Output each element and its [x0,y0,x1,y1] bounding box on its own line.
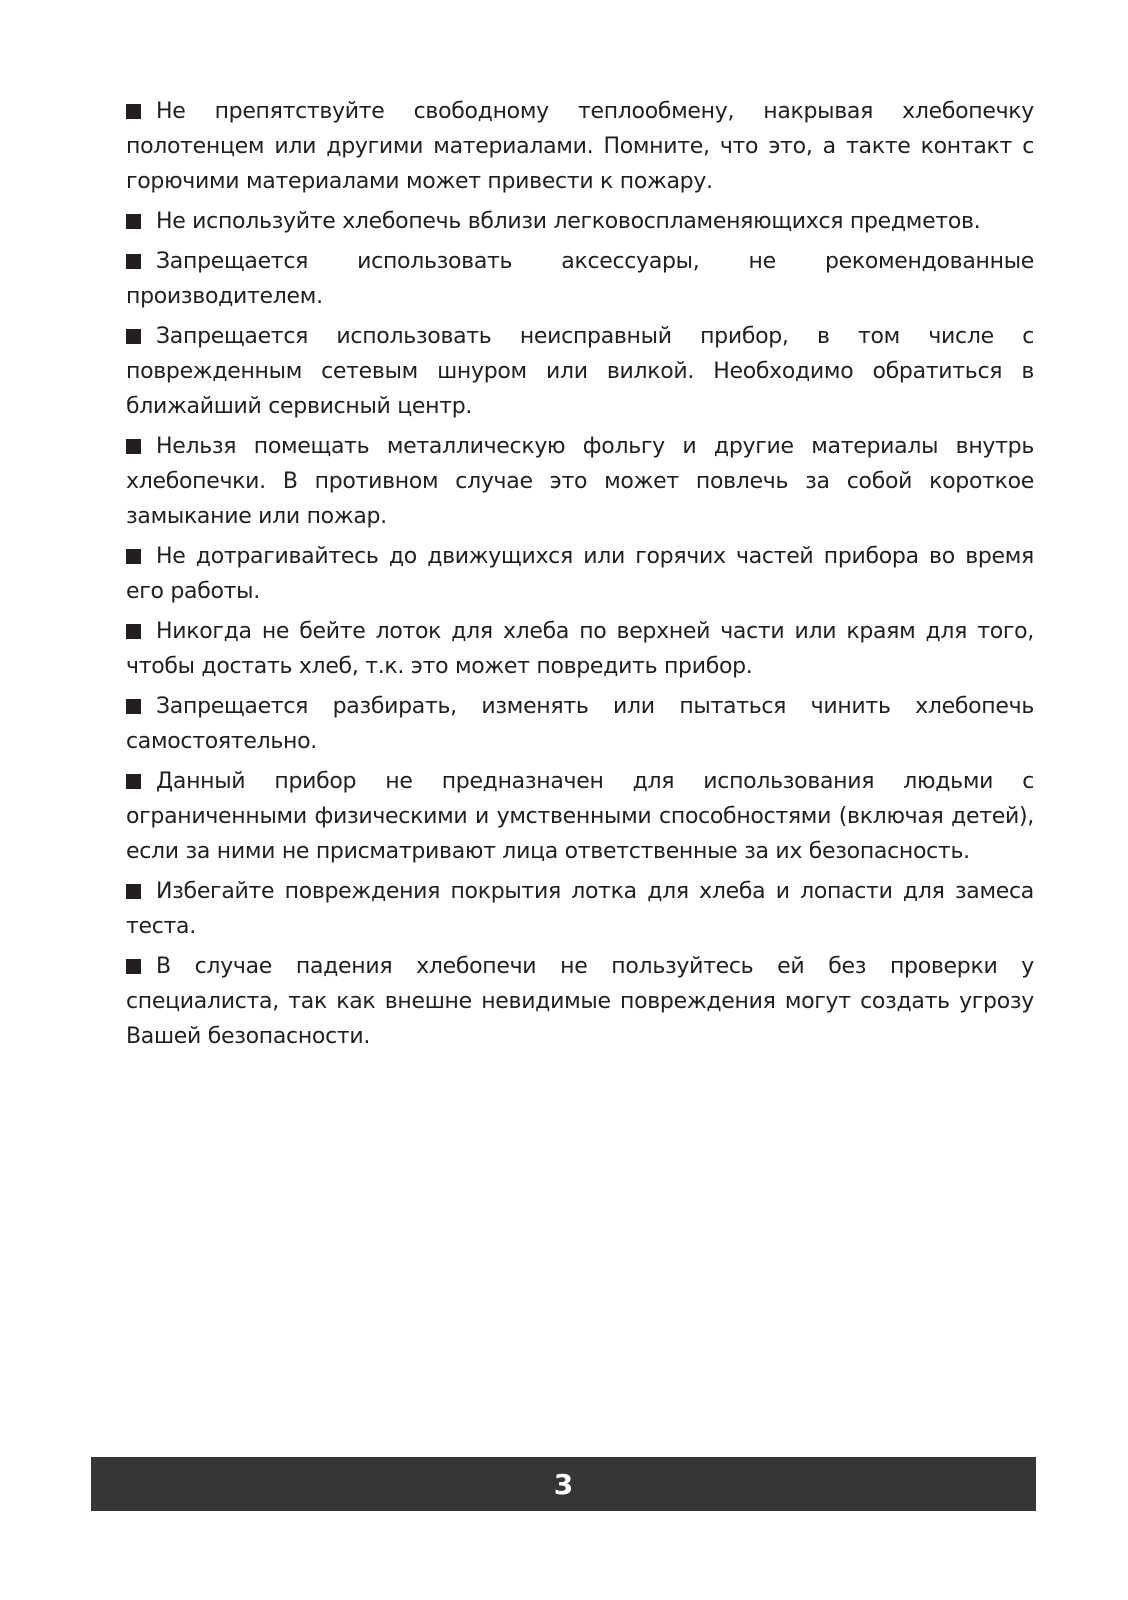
square-bullet-icon [126,959,141,974]
list-item [126,764,1034,869]
square-bullet-icon [126,549,141,564]
list-item [126,949,1034,1054]
page-footer-bar [91,1457,1036,1511]
square-bullet-icon [126,774,141,789]
list-item [126,204,1034,239]
list-item [126,319,1034,424]
list-item [126,539,1034,609]
list-item-text: В случае падения хлебопечи не пользуйтесь ей без проверки у специалиста, так как внешне невидимые повреждения могут создать угрозу Вашей безопасности. [126,954,1034,1049]
list-item-text: Никогда не бейте лоток для хлеба по верхней части или краям для того, чтобы достать хлеб, т.к. это может повредить прибор. [126,619,1034,679]
square-bullet-icon [126,329,141,344]
square-bullet-icon [126,699,141,714]
list-item [126,689,1034,759]
square-bullet-icon [126,104,141,119]
square-bullet-icon [126,214,141,229]
list-item-text: Не дотрагивайтесь до движущихся или горячих частей прибора во время его работы. [126,544,1034,604]
list-item-text: Не препятствуйте свободному теплообмену, накрывая хлебопечку полотенцем или другими материалами. Помните, что это, а такте контакт с горючими материалами может привести к пожару. [126,99,1034,194]
square-bullet-icon [126,439,141,454]
list-item [126,874,1034,944]
list-item-text: Данный прибор не предназначен для использования людьми с ограниченными физическими и умственными способностями (включая детей), если за ними не присматривают лица ответственные за их безопасность. [126,769,1034,864]
list-item-text: Запрещается использовать аксессуары, не рекомендованные производителем. [126,249,1034,309]
square-bullet-icon [126,254,141,269]
safety-instructions-list [126,94,1034,1059]
list-item [126,244,1034,314]
list-item [126,614,1034,684]
list-item [126,429,1034,534]
list-item-text: Не используйте хлебопечь вблизи легковоспламеняющихся предметов. [156,209,981,234]
list-item-text: Избегайте повреждения покрытия лотка для хлеба и лопасти для замеса теста. [126,879,1034,939]
list-item [126,94,1034,199]
list-item-text: Нельзя помещать металлическую фольгу и другие материалы внутрь хлебопечки. В противном случае это может повлечь за собой короткое замыкание или пожар. [126,434,1034,529]
page-number: 3 [553,1467,574,1501]
list-item-text: Запрещается разбирать, изменять или пытаться чинить хлебопечь самостоятельно. [126,694,1034,754]
square-bullet-icon [126,884,141,899]
list-item-text: Запрещается использовать неисправный прибор, в том числе с поврежденным сетевым шнуром или вилкой. Необходимо обратиться в ближайший сервисный центр. [126,324,1034,419]
square-bullet-icon [126,624,141,639]
